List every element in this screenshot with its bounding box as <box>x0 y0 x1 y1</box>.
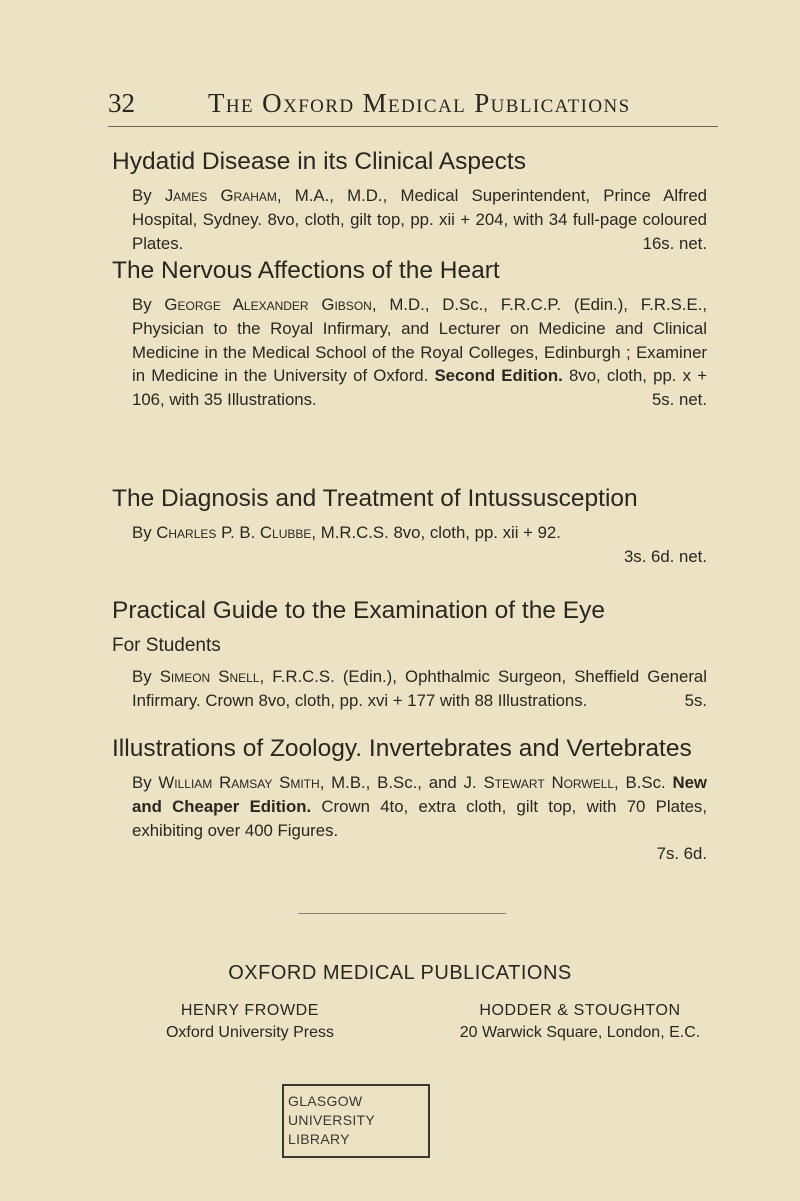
stamp-line: LIBRARY <box>288 1131 350 1147</box>
stamp-line: UNIVERSITY <box>288 1112 376 1128</box>
description-text: , M.D., D.Sc., F.R.C.P. (Edin.), F.R.S.E., Physician to the Royal Infirmary, and Lecturer on Medicine and Clinical Medicine in the Medical School of the Royal Colleges, Edinburgh ; Examiner in Medicine in the University of Oxford. <box>132 295 707 386</box>
book-title: The Diagnosis and Treatment of Intussusception <box>112 485 638 512</box>
price: 5s. net. <box>651 390 707 410</box>
publisher-left <box>105 1000 395 1044</box>
publisher-right <box>430 1000 730 1044</box>
by-label: By <box>132 667 152 686</box>
author-name: George Alexander Gibson <box>164 295 372 314</box>
page-number: 32 <box>108 88 135 118</box>
book-title: The Nervous Affections of the Heart <box>112 257 500 284</box>
description-text: , M.R.C.S. 8vo, cloth, pp. xii + 92. <box>311 523 561 542</box>
book-entry-hydatid <box>112 148 707 255</box>
book-description <box>132 521 707 569</box>
running-head: The Oxford Medical Publications <box>208 88 631 118</box>
book-description <box>132 771 707 866</box>
author-name: James Graham <box>164 186 277 205</box>
author-name: Simeon Snell <box>159 667 260 686</box>
by-label: By <box>132 186 152 205</box>
publisher-name: HENRY FROWDE <box>180 1002 320 1019</box>
footer-title: OXFORD MEDICAL PUBLICATIONS <box>228 962 572 984</box>
library-stamp <box>282 1084 430 1158</box>
book-entry-intussusception <box>112 485 707 569</box>
price: 16s. net. <box>642 233 707 253</box>
book-entry-nervous-heart <box>112 257 707 412</box>
publisher-address: Oxford University Press <box>165 1024 335 1041</box>
description-text: 8vo, cloth, pp. x + 106, with 35 Illustrations. <box>132 366 707 410</box>
price: 5s. <box>684 690 707 710</box>
book-subtitle: For Students <box>112 635 221 656</box>
book-description <box>132 184 707 255</box>
book-description <box>132 293 707 412</box>
book-title: Illustrations of Zoology. Invertebrates and Vertebrates <box>112 735 692 762</box>
edition-note: New and Cheaper Edition. <box>132 773 707 816</box>
price: 3s. 6d. net. <box>623 546 707 566</box>
book-description <box>132 665 707 713</box>
description-text: , B.Sc. <box>614 773 666 792</box>
by-label: By <box>132 523 152 542</box>
section-divider <box>298 913 506 914</box>
book-entry-zoology <box>112 735 707 866</box>
description-text: , M.A., M.D., Medical Superintendent, Prince Alfred Hospital, Sydney. 8vo, cloth, gilt top, pp. xii + 204, with 34 full-page coloured Plates. <box>132 186 707 253</box>
description-text: Crown 4to, extra cloth, gilt top, with 70 Plates, exhibiting over 400 Figures. <box>132 796 707 840</box>
header-rule <box>108 126 718 127</box>
author-name: Charles P. B. Clubbe <box>156 523 312 542</box>
co-author-name: Stewart Norwell <box>483 773 615 792</box>
description-text: , F.R.C.S. (Edin.), Ophthalmic Surgeon, Sheffield General Infirmary. Crown 8vo, cloth, pp. xvi + 177 with 88 Illustrations. <box>132 667 707 710</box>
author-degrees: , M.B., B.Sc., and J. <box>319 773 477 792</box>
by-label: By <box>132 773 152 792</box>
publisher-name: HODDER & STOUGHTON <box>479 1002 681 1019</box>
edition-note: Second Edition. <box>434 366 563 386</box>
by-label: By <box>132 295 152 314</box>
publisher-address: 20 Warwick Square, London, E.C. <box>459 1024 701 1041</box>
author-name: William Ramsay Smith <box>158 773 320 792</box>
book-title: Hydatid Disease in its Clinical Aspects <box>112 148 526 175</box>
book-title: Practical Guide to the Examination of the Eye <box>112 597 605 624</box>
stamp-line: GLASGOW <box>288 1093 363 1109</box>
book-entry-eye-examination <box>112 597 707 713</box>
price: 7s. 6d. <box>656 844 707 864</box>
